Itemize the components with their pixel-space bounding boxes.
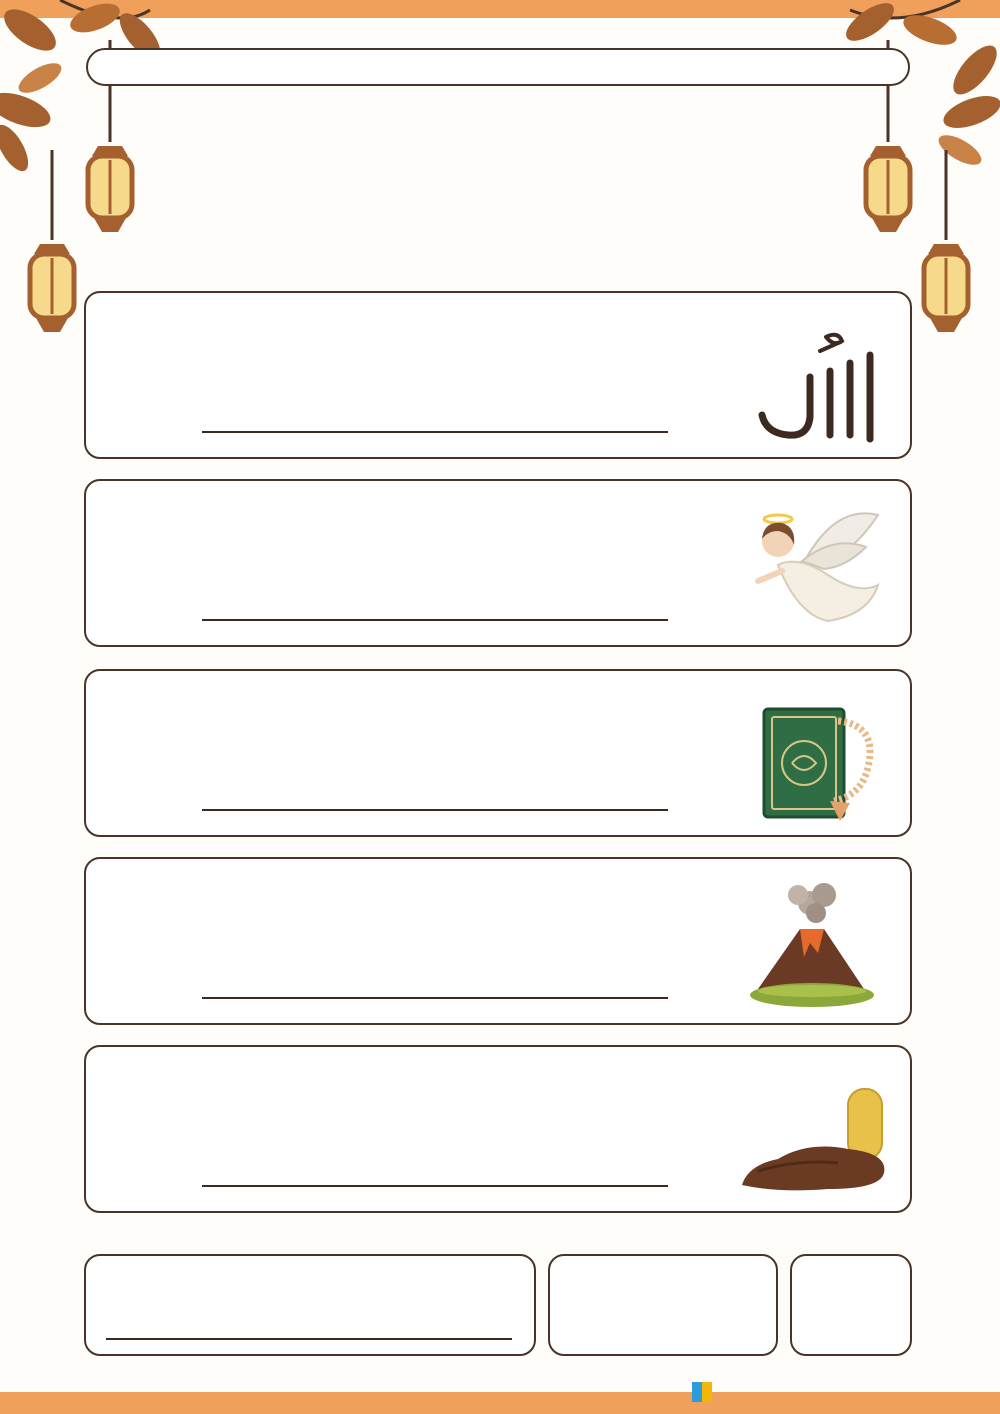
grave-icon [738, 1061, 888, 1197]
answer-input-1[interactable] [202, 431, 668, 433]
nilai-box [548, 1254, 778, 1356]
liveworksheets-badge-icon [692, 1382, 712, 1402]
top-decorative-band [0, 0, 1000, 30]
lantern-left-lower-icon [30, 150, 74, 332]
question-card-5 [84, 1045, 912, 1213]
question-card-2 [84, 479, 912, 647]
volcano-icon [738, 873, 888, 1009]
student-info-bar [86, 48, 910, 86]
liveworksheets-logo [692, 1376, 715, 1407]
allah-calligraphy-icon [738, 307, 888, 443]
question-card-1 [84, 291, 912, 459]
bottom-decorative-band [0, 1378, 1000, 1414]
angel-icon [738, 495, 888, 631]
quran-book-icon [738, 685, 888, 821]
paraf-box[interactable] [790, 1254, 912, 1356]
question-card-3 [84, 669, 912, 837]
saran-guru-input[interactable] [106, 1338, 512, 1340]
answer-input-2[interactable] [202, 619, 668, 621]
lantern-right-lower-icon [924, 150, 968, 332]
answer-input-3[interactable] [202, 809, 668, 811]
saran-guru-box [84, 1254, 536, 1356]
question-card-4 [84, 857, 912, 1025]
answer-input-4[interactable] [202, 997, 668, 999]
answer-input-5[interactable] [202, 1185, 668, 1187]
